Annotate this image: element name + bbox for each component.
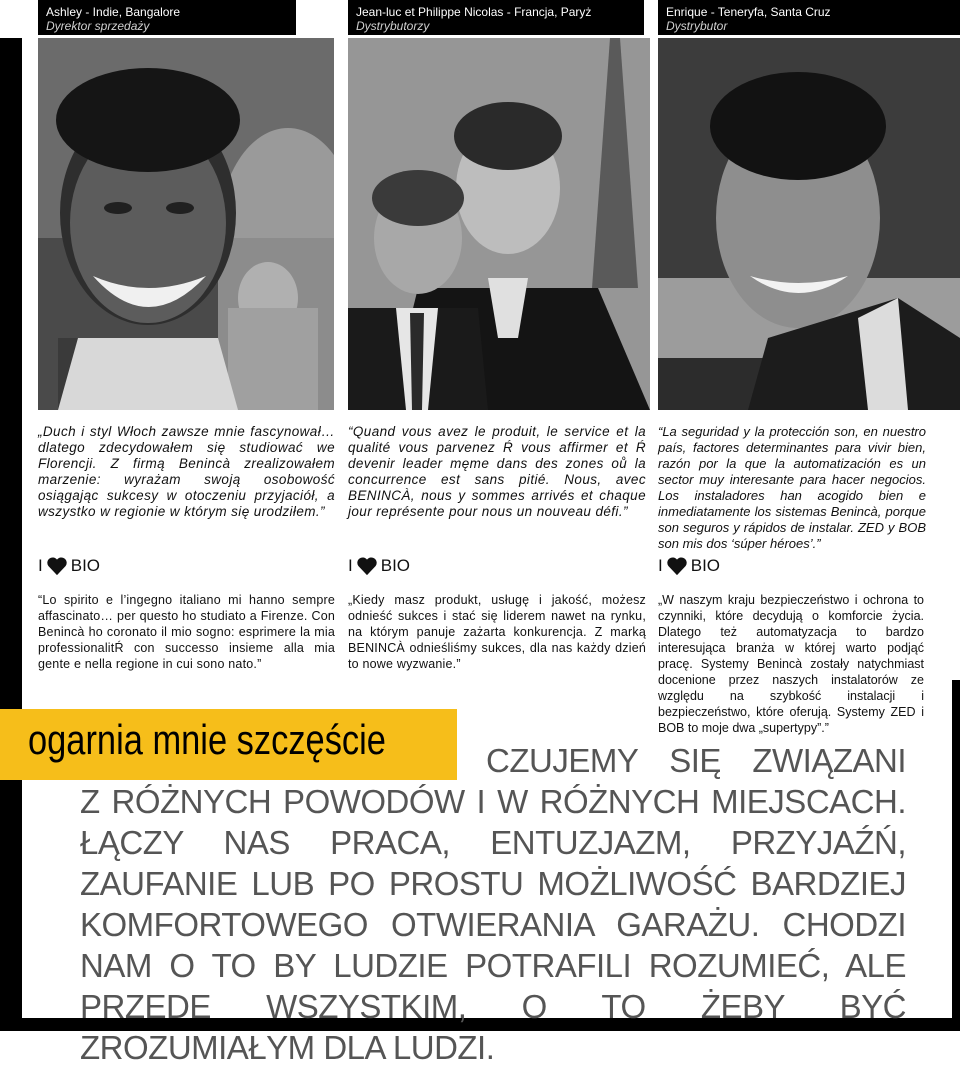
bio-text: BIO bbox=[70, 556, 101, 575]
bio-label bbox=[38, 556, 100, 576]
bio-text: BIO bbox=[380, 556, 411, 575]
photo-ashley bbox=[38, 38, 334, 410]
person-location: Jean-luc et Philippe Nicolas - Francja, Paryż bbox=[356, 5, 592, 19]
translation-jean-luc-philippe: „Kiedy masz produkt, usługę i jakość, możesz odnieść sukces i stać się liderem nawet na rynku, na którym panuje zażarta konkurencja. Z marką BENINCÀ odnieśliśmy sukces, dla nas każdy dzień to nowe wyzwanie.” bbox=[348, 593, 646, 671]
heart-icon bbox=[666, 556, 688, 576]
translation-ashley: “Lo spirito e l’ingegno italiano mi hanno sempre affascinato… per questo ho studiato a Firenze. Con Benincà ho coronato il mio sogno: esprimere la mia professionalitŔ con successo insieme alla mia gente e nella regione in cui sono nato.” bbox=[38, 593, 335, 671]
translation-enrique: „W naszym kraju bezpieczeństwo i ochrona to czynniki, które decydują o komforcie życia. Dlatego też automatyzacja to bardzo interesująca branża w której warto podjąć pracę. Systemy Benincà zostały natychmiast docenione przez naszych instalatorów ze względu na szybkość instalacji i bezpieczeństwo, które oferują. Systemy ZED i BOB to moje dwa „supertypy”.” bbox=[658, 593, 924, 735]
person-location: Ashley - Indie, Bangalore bbox=[46, 5, 181, 19]
photo-jean-luc-philippe bbox=[348, 38, 650, 410]
person-role: Dystrybutor bbox=[666, 19, 728, 33]
heart-icon bbox=[356, 556, 378, 576]
banner-title: ogarnia mnie szczęście bbox=[28, 716, 386, 763]
statement-rest: Z RÓŻNYCH POWODÓW I W RÓŻNYCH MIEJSCACH. ŁĄCZY NAS PRACA, ENTUZJAZM, PRZYJAŹŃ, ZAUFANIE LUB PO PROSTU MOŻLIWOŚĆ BARDZIEJ KOMFORTOWEGO OTWIERANIA GARAŻU. CHODZI NAM O TO BY LUDZIE POTRAFILI ROZUMIEĆ, ALE PRZEDE WSZYSTKIM, O TO ŻEBY BYĆ ZROZUMIAŁYM DLA LUDZI. bbox=[80, 783, 906, 1066]
quote-jean-luc-philippe: “Quand vous avez le produit, le service et la qualité vous parvenez Ŕ vous affirmer et Ŕ devenir leader męme dans des zones oů la concurrence est sans pitié. Nous, avec BENINCÀ, nous y sommes arrivés et chaque jour représente pour nous un nouveau défi.” bbox=[348, 424, 646, 519]
bio-label bbox=[658, 556, 720, 576]
header-ashley bbox=[38, 0, 296, 35]
photo-enrique bbox=[658, 38, 960, 410]
quote-ashley: „Duch i styl Włoch zawsze mnie fascynował… dlatego zdecydowałem się studiować we Florencji. Z firmą Benincà zrealizowałem marzenie: wyrażam swoją osobowość osiągając sukcesy w otoczeniu przyjaciół, a wszystko w regionie w którym się urodziłem.” bbox=[38, 424, 335, 519]
quote-enrique: “La seguridad y la protección son, en nuestro país, factores determinantes para vivir bien, razón por la que la automatización es un sector muy interesante para hacer negocios. Los instaladores han acogido bien e inmediatamente los sistemas Benincà, porque son seguros y rápidos de instalar. ZED y BOB son mis dos ‘súper héroes’.” bbox=[658, 424, 926, 551]
bio-i: I bbox=[658, 556, 663, 575]
left-black-bar bbox=[0, 38, 22, 1031]
heart-icon bbox=[46, 556, 68, 576]
person-role: Dyrektor sprzedaży bbox=[46, 19, 150, 33]
bio-i: I bbox=[348, 556, 353, 575]
right-black-bar bbox=[952, 680, 960, 1031]
person-location: Enrique - Teneryfa, Santa Cruz bbox=[666, 5, 831, 19]
bio-text: BIO bbox=[690, 556, 721, 575]
header-jean-luc-philippe bbox=[348, 0, 644, 35]
bio-label bbox=[348, 556, 410, 576]
person-role: Dystrybutorzy bbox=[356, 19, 430, 33]
bio-i: I bbox=[38, 556, 43, 575]
statement-first-line: CZUJEMY SIĘ ZWIĄZANI bbox=[486, 742, 906, 779]
header-enrique bbox=[658, 0, 960, 35]
statement-text bbox=[80, 740, 906, 1068]
